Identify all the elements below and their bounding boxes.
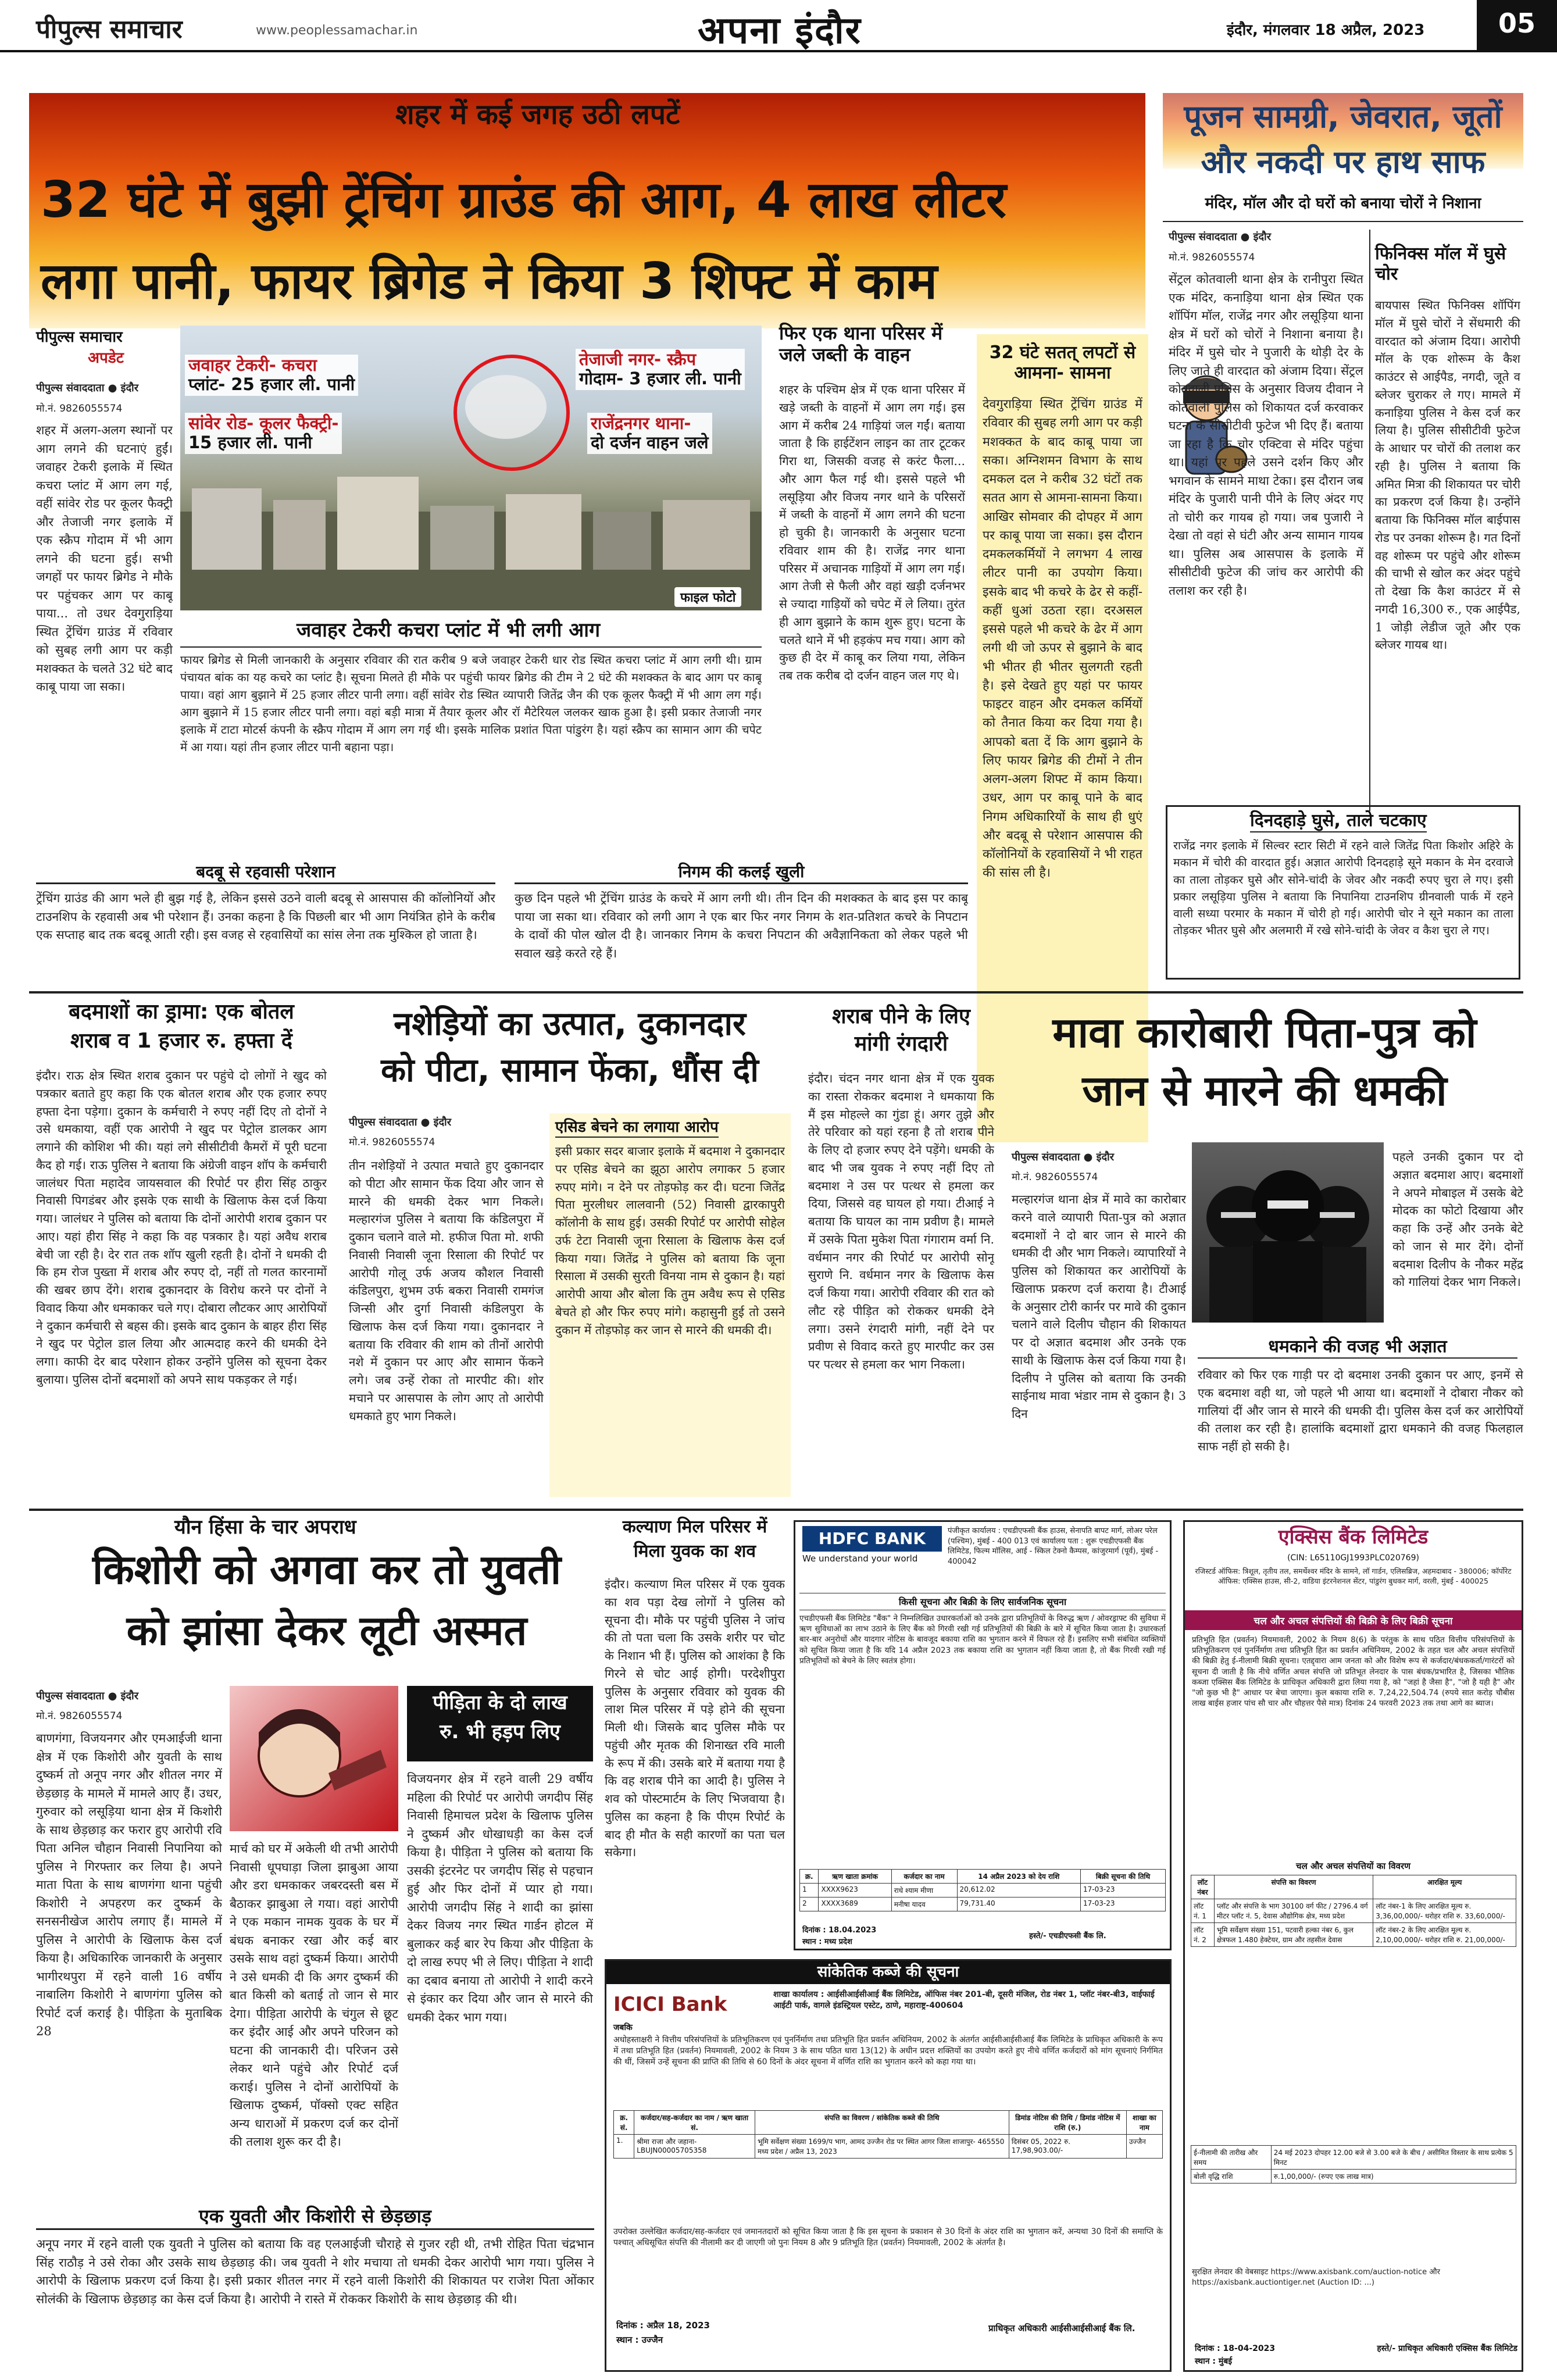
- axis-auction-cell: ई-नीलामी की तारीख और समय: [1191, 2146, 1272, 2170]
- axis-address: रजिस्टर्ड ऑफिस: त्रिशूल, तृतीय तल, समर्थेश्वर मंदिर के सामने, लॉ गार्डन, एलिसब्रिज, अहमदाबाद - 380006; कॉर्पोरेट ऑफिस: एक्सिस हाउस, सी-2, वाडिया इंटरनेशनल सेंटर, पांडुरंग बुधकर मार्ग, वरली, मुंबई - 400025: [1195, 1567, 1512, 1585]
- mawa-headline-1: मावा कारोबारी पिता-पुत्र को: [1052, 1008, 1477, 1057]
- icici-table-header-1: कर्जदार/सह-कर्जदार का नाम / ऋण खाता सं.: [634, 2111, 755, 2135]
- mawa-byline: पीपुल्स संवाददाता ● इंदौर: [1012, 1151, 1115, 1163]
- update-label: अपडेट: [88, 349, 124, 367]
- kalyan-headline-2: मिला युवक का शव: [633, 1541, 756, 1561]
- photo-label-r1-b: गोदाम- 3 हजार ली. पानी: [579, 369, 741, 389]
- update-tag: [36, 326, 176, 367]
- hdfc-table-cell: XXXX9623: [819, 1884, 891, 1897]
- hdfc-table-cell: मनीषा यादव: [891, 1897, 957, 1911]
- axis-schedule-title: चल और अचल संपत्तियों का विवरण: [1296, 1861, 1410, 1871]
- axis-auction-row: [1191, 2146, 1516, 2170]
- kalyan-headline-1: कल्याण मिल परिसर में: [622, 1517, 767, 1537]
- axis-table-cell: प्लॉट और संपत्ति के भाग 30100 वर्ग फीट / 2796.4 वर्ग मीटर प्लॉट नं. 5, देवास औद्योगिक क्षेत्र, मध्य प्रदेश: [1214, 1899, 1373, 1923]
- nashed-body: तीन नशेड़ियों ने उत्पात मचाते हुए दुकानदार को पीटा और सामान फेंक दिया और जान से मारने की धमकी देकर भाग निकले। मल्हारगंज पुलिस ने बताया कि कंडिलपुरा में दुकान चलाने वाले मो. हफीज पिता मो. शफी निवासी निवासी जूना रिसाला की रिपोर्ट पर आरोपी गोलू उर्फ अजय कौशल निवासी कंडिलपुरा, शुभम उर्फ बकरा निवासी रामगंज जिन्सी और दुर्गा निवासी कंडिलपुरा के खिलाफ केस दर्ज किया गया। दुकानदार ने बताया कि रविवार की शाम को तीनों आरोपी नशे में दुकान पर आए और सामान फेंकने लगे। जब उन्हें रोका तो मारपीट की। शोर मचाने पर आसपास के लोग आए तो आरोपी धमकाते हुए भाग निकले।: [349, 1159, 544, 1423]
- caption-rule: [180, 646, 762, 648]
- icici-table-cell: भूमि सर्वेक्षण संख्या 1699/प भाग, आमद उज्जैन रोड पर स्थित आगर जिला शाजापुर- 465550 मध्य प्रदेश / अप्रैल 13, 2023: [755, 2135, 1009, 2159]
- photo-label-l1-a: जवाहर टेकरी- कचरा: [188, 355, 317, 375]
- puja-rule: [1163, 221, 1523, 222]
- pidita-headline-1: पीड़िता के दो लाख: [433, 1691, 567, 1714]
- nashed-headline-2: को पीटा, सामान फेंका, धौंस दी: [381, 1052, 759, 1089]
- lead-headline-1: 32 घंटे में बुझी ट्रेंचिंग ग्राउंड की आग, 4 लाख लीटर: [41, 171, 1006, 229]
- hdfc-table-cell: 17-03-23: [1081, 1897, 1166, 1911]
- nashed-mobile: मो.नं. 9826055574: [349, 1137, 435, 1148]
- page-number: 05: [1477, 0, 1557, 50]
- drama-headline-1: बदमाशों का ड्रामा: एक बोतल: [69, 1000, 294, 1024]
- hdfc-table-header-0: क्र.: [800, 1870, 819, 1884]
- photo-label-l2: [185, 413, 342, 454]
- mawa-reason-headline: धमकाने की वजह भी अज्ञात: [1198, 1337, 1517, 1359]
- icici-sign: प्राधिकृत अधिकारी आईसीआईसीआई बैंक लि.: [988, 2323, 1135, 2333]
- pidita-headline-2: रु. भी हड़प लिए: [440, 1720, 560, 1743]
- mawa-body-right: पहले उनकी दुकान पर दो अज्ञात बदमाश आए। बदमाशों ने अपने मोबाइल में उसके बेटे मोदक का फोटो दिखाया और कहा कि उन्हें और उनके बेटे को जान से मार देंगे। दोनों बदमाश दिलीप के नौकर महेंद्र को गालियां देकर भाग निकले।: [1392, 1150, 1523, 1289]
- fire-highlight-circle: [453, 355, 570, 471]
- victim-illustration: [230, 1686, 398, 1831]
- stink-body: ट्रेंचिंग ग्राउंड की आग भले ही बुझ गई है, लेकिन इससे उठने वाली बदबू से आसपास की कॉलोनियों और टाउनशिप के रहवासी अब भी परेशान हैं। उनका कहना है कि पिछली बार भी आग नियंत्रित होने के करीब एक सप्ताह बाद तक बदबू आती रही। इस वजह से रहवासियों का सांस लेना तक मुश्किल हो जाता है।: [36, 891, 495, 942]
- sharab-headline-1: शराब पीने के लिए: [832, 1005, 970, 1028]
- photo-label-r2-b: दो दर्जन वाहन जले: [591, 433, 709, 453]
- icici-table-cell: उज्जैन: [1126, 2135, 1162, 2159]
- hdfc-table-cell: 79,731.40: [957, 1897, 1081, 1911]
- axis-sign: हस्ते/- प्राधिकृत अधिकारी एक्सिस बैंक लिमिटेड: [1377, 2344, 1517, 2353]
- issue-date: इंदौर, मंगलवार 18 अप्रैल, 2023: [1227, 22, 1425, 39]
- photo-body: फायर ब्रिगेड से मिली जानकारी के अनुसार रविवार की रात करीब 9 बजे जवाहर टेकरी धार रोड स्थित कचरा प्लांट में आग लगी थी। ग्राम पंचायत बांक का यह कचरे का प्लांट है। सूचना मिलते ही मौके पर पहुंची फायर ब्रिगेड की टीम ने 2 घंटे की मशक्कत के बाद आग पर काबू पाया। वहां आग बुझाने में 25 हजार लीटर पानी लगा। वहीं सांवेर रोड स्थित व्यापारी जितेंद्र जैन की एक कूलर फैक्ट्री में भी आग लग गई। आग बुझाने में 15 हजार लीटर पानी लगा। वहां बड़ी मात्रा में तैयार कूलर और रॉ मैटेरियल जलकर खाक हुआ है। इसी प्रकार तेजाजी नगर इलाके में टाटा मोटर्स कंपनी के स्क्रैप गोदाम में आग लग गई थी। इसके मालिक प्रशांत पिता पांडुरंग है। यहां स्क्रैप का सामान आग की चपेट में आ गया। यहां तीन हजार लीटर पानी बहाना पड़ा।: [180, 653, 762, 754]
- axis-table-cell: लॉट नंबर-1 के लिए आरक्षित मूल्य रु. 3,36,00,000/- धरोहर राशि रु. 33,60,000/-: [1373, 1899, 1516, 1923]
- lead-body: शहर में अलग-अलग स्थानों पर आग लगने की घटनाएं हुईं। जवाहर टेकरी इलाके में स्थित कचरा प्लांट में आग लग गई, वहीं सांवेर रोड पर कूलर फैक्ट्री और तेजाजी नगर इलाके में एक स्क्रैप गोदाम में भी आग लगने की घटना हुई। सभी जगहों पर फायर ब्रिगेड ने मौके पर पहुंचकर आग पर काबू पाया... तो उधर देवगुराड़िया स्थित ट्रेंचिंग ग्राउंड में रविवार को सुबह लगी आग पर कड़ी मशक्कत के चलते 32 घंटे बाद काबू पाया जा सका।: [36, 423, 173, 694]
- section-divider-1: [29, 991, 1523, 994]
- yaun-body-2: मार्च को घर में अकेली थी तभी आरोपी निवासी धूपघाड़ा जिला झाबुआ आया और डरा धमकाकर जबरदस्ती बस में बैठाकर झाबुआ ले गया। वहां आरोपी ने एक मकान नामक युवक के घर में बंधक बनाकर रखा और कई बार उसके साथ वहां दुष्कर्म किया। आरोपी ने उसे धमकी दी कि अगर दुष्कर्म की बात किसी को बताई तो जान से मार देगा। पीड़िता आरोपी के चंगुल से छूट कर इंदौर आई और अपने परिजन को घटना की जानकारी दी। परिजन उसे लेकर थाने पहुंचे और रिपोर्ट दर्ज कराई। पुलिस ने दोनों आरोपियों के खिलाफ दुष्कर्म, पॉक्सो एक्ट सहित अन्य धाराओं में प्रकरण दर्ज कर दोनों की तलाश शुरू कर दी है।: [230, 1842, 398, 2149]
- icici-footer: उपरोक्त उल्लेखित कर्जदार/सह-कर्जदार एवं जमानतदारों को सूचित किया जाता है कि इस सूचना के प्रकाशन से 30 दिनों के अंदर राशि का भुगतान करें, अन्यथा 30 दिनों की समाप्ति के पश्चात् अधिसूचित संपत्ति की नीलामी कर दी जाएगी जो पुनः नियम 8 और 9 प्रतिभूति हित (प्रवर्तन) नियमावली, 2002 के अंतर्गत है।: [613, 2227, 1163, 2247]
- nashed-byline: पीपुल्स संवाददाता ● इंदौर: [349, 1116, 452, 1128]
- hdfc-table-header-1: ऋण खाता क्रमांक: [819, 1870, 891, 1884]
- axis-table-header-1: संपत्ति का विवरण: [1214, 1875, 1373, 1899]
- photo-label-r2: [587, 413, 712, 454]
- hdfc-logo: HDFC BANK: [802, 1526, 942, 1552]
- axis-auction-cell: 24 मई 2023 दोपहर 12.00 बजे से 3.00 बजे के बीच / असीमित विस्तार के साथ प्रत्येक 5 मिनट: [1271, 2146, 1516, 2170]
- vehicles-headline: फिर एक थाना परिसर में जले जब्ती के वाहन: [779, 322, 943, 366]
- daylight-headline: दिनदहाड़े घुसे, ताले चटकाए: [1250, 811, 1427, 832]
- puja-headline-2: और नकदी पर हाथ साफ: [1201, 144, 1485, 180]
- icici-date: दिनांक : अप्रैल 18, 2023: [616, 2320, 710, 2331]
- photo-caption: जवाहर टेकरी कचरा प्लांट में भी लगी आग: [297, 619, 601, 642]
- yaun-mobile: मो.नं. 9826055574: [36, 1710, 123, 1722]
- icici-table-header-2: संपत्ति का विवरण / सांकेतिक कब्जे की तिथि: [755, 2111, 1009, 2135]
- photo-label-r1: [576, 349, 745, 390]
- axis-title: एक्सिस बैंक लिमिटेड: [1278, 1525, 1429, 1549]
- icici-table-wrap: [613, 2110, 1163, 2159]
- nigam-body: कुछ दिन पहले भी ट्रेंचिंग ग्राउंड के कचरे में आग लगी थी। तीन दिन की मशक्कत के बाद इस पर काबू पाया जा सका था। रविवार को लगी आग ने एक बार फिर नगर निगम के शत-प्रतिशत कचरे के निपटान के दावों की पोल खोल दी है। जानकार निगम के कचरा निपटान की अवैज्ञानिकता को लेकर पहले भी सवाल खड़े करते रहे हैं।: [515, 891, 968, 960]
- axis-table: [1191, 1875, 1516, 1947]
- mawa-reason-body: रविवार को फिर एक गाड़ी पर दो बदमाश उनकी दुकान पर आए, इनमें से एक बदमाश वही था, जो पहले भी आया था। बदमाशों ने दोबारा नौकर को गालियां दीं और जान से मारने की धमकी दी। पुलिस केस दर्ज कर आरोपियों की तलाश कर रही है। हालांकि बदमाशों द्वारा धमकाने की वजह फिलहाल साफ नहीं हो सकी है।: [1198, 1368, 1523, 1453]
- phoenix-body: बायपास स्थित फिनिक्स शॉपिंग मॉल में घुसे चोरों ने सेंधमारी की वारदात को अंजाम दिया। आरोपी मॉल के एक शोरूम के कैश काउंटर से आईपैड, नगदी, जूते व ब्लेजर चुराकर ले गए। मामले में कनाड़िया पुलिस ने केस दर्ज कर लिया है। पुलिस सीसीटीवी फुटेज के आधार पर चोरों की तलाश कर रही है। पुलिस ने बताया कि अमित मित्रा की शिकायत पर चोरी का प्रकरण दर्ज किया है। उन्होंने बताया कि फिनिक्स मॉल बाईपास रोड पर उनका शोरूम है। गत दिनों वह शोरूम पर पहुंचे और शोरूम की चाभी से खोल कर अंदर पहुंचे तो देखा कि कैश काउंटर में से नगदी 16,300 रु., एक आईपैड, 1 जोड़ी लेडीज जूते और एक ब्लेजर गायब था।: [1375, 298, 1520, 652]
- yaun-kicker: यौन हिंसा के चार अपराध: [174, 1516, 356, 1539]
- axis-table-wrap: [1191, 1875, 1516, 1947]
- masked-men-photo: [1192, 1142, 1384, 1323]
- axis-table-header-2: आरक्षित मूल्य: [1373, 1875, 1516, 1899]
- yaun-body-3: विजयनगर क्षेत्र में रहने वाली 29 वर्षीय महिला की रिपोर्ट पर आरोपी जगदीप सिंह निवासी हिमाचल प्रदेश के खिलाफ पुलिस ने दुष्कर्म और धोखाधड़ी का केस दर्ज किया है। पीड़िता ने पुलिस को बताया कि उसकी इंटरनेट पर जगदीप सिंह से पहचान हुई और फिर दोनों में प्यार हो गया। आरोपी जगदीप सिंह ने शादी का झांसा देकर विजय नगर स्थित गार्डन होटल में बुलाकर कई बार रेप किया और पीड़िता के दो लाख रुपए भी ले लिए। पीड़िता ने शादी का दबाव बनाया तो आरोपी ने शादी करने से इंकार कर दिया और जान से मारने की धमकी देकर भाग गया।: [407, 1772, 593, 2024]
- icici-whereas: जबकि: [613, 2023, 633, 2032]
- acid-headline: एसिड बेचने का लगाया आरोप: [555, 1119, 719, 1138]
- trench-body: देवगुराड़िया स्थित ट्रेंचिंग ग्राउंड में रविवार की सुबह लगी आग पर कड़ी मशक्कत के बाद काबू पाया जा सका। अग्निशमन विभाग के साथ दमकल दल ने करीब 32 घंटों तक सतत आग से आमना-सामना किया। आखिर सोमवार की दोपहर में आग पर काबू पाया जा सका। इस दौरान दमकलकर्मियों ने लगभग 4 लाख लीटर पानी का उपयोग किया। इसके बाद भी कचरे के ढेर से कहीं-कहीं धुआं उठता रहा। दरअसल इससे पहले भी कचरे के ढेर में आग लगी थी जो ऊपर से बुझाने के बाद भी भीतर ही भीतर सुलगती रहती है। इसे देखते हुए यहां पर फायर फाइटर वाहन और दमकल कर्मियों को तैनात किया कर दिया गया है। आपको बता दें कि आग बुझाने के लिए फायर ब्रिगेड की टीमों ने तीन अलग-अलग शिफ्ट में काम किया। उधर, आग पर काबू पाने के बाद निगम अधिकारियों के साथ ही धुएं और बदबू से परेशान आसपास की कॉलोनियों के रहवासियों ने भी राहत की सांस ली है।: [983, 397, 1142, 881]
- icici-table-header-3: डिमांड नोटिस की तिथि / डिमांड नोटिस में राशि (रु.): [1009, 2111, 1126, 2135]
- icici-table: [613, 2110, 1163, 2159]
- hdfc-table-cell: 1: [800, 1884, 819, 1897]
- hdfc-table: [799, 1869, 1166, 1911]
- icici-table-cell: दिसंबर 05, 2022 रु. 17,98,903.00/-: [1009, 2135, 1126, 2159]
- axis-table-cell: लॉट नं. 2: [1191, 1923, 1215, 1947]
- axis-table-row: [1191, 1923, 1516, 1947]
- yaun-headline-1: किशोरी को अगवा कर तो युवती: [92, 1546, 562, 1593]
- hdfc-date: दिनांक : 18.04.2023: [802, 1926, 877, 1935]
- photo-label-r1-a: तेजाजी नगर- स्क्रैप: [579, 349, 697, 369]
- icici-logo: ICICI Bank: [613, 1993, 727, 2016]
- vehicles-body: शहर के पश्चिम क्षेत्र में एक थाना परिसर में खड़े जब्ती के वाहनों में आग लग गई। इस आग में करीब 24 गाड़ियां जल गईं। बताया जाता है कि हाईटेंशन लाइन का तार टूटकर गिरा था, जिसकी वजह से करंट फैला... और आग फैल गई थी। इससे पहले भी लसूड़िया और विजय नगर थाने के परिसरों में जब्ती के वाहनों में आग लगने की घटना हो चुकी है। जानकारी के अनुसार घटना रविवार शाम की है। राजेंद्र नगर थाना परिसर में अचानक गाड़ियों में आग लग गई। आग तेजी से फैली और वहां खड़ी दर्जनभर से ज्यादा गाड़ियों को चपेट में ले लिया। तुरंत ही आग बुझाने के काम शुरू हुए। घटना के चलते थाने में भी हड़कंप मच गया। आग को कुछ ही देर में काबू कर लिया गया, लेकिन तब तक करीब दो दर्जन वाहन जल गए थे।: [779, 383, 965, 682]
- axis-table-cell: लॉट नं. 1: [1191, 1899, 1215, 1923]
- hdfc-table-header-2: कर्जदार का नाम: [891, 1870, 957, 1884]
- axis-auction-table: [1191, 2145, 1516, 2184]
- axis-table-header-0: लॉट नंबर: [1191, 1875, 1215, 1899]
- axis-table-cell: लॉट नंबर-2 के लिए आरक्षित मूल्य रु. 2,10,00,000/- धरोहर राशि रु. 21,00,000/-: [1373, 1923, 1516, 1947]
- yaun-body-1: बाणगंगा, विजयनगर और एमआईजी थाना क्षेत्र में एक किशोरी और युवती के साथ दुष्कर्म तो अनूप नगर और शीतल नगर में छेड़छाड़ के मामले में मामले आए हैं। उधर, गुरुवार को लसूड़िया थाना क्षेत्र में किशोरी के साथ छेड़छाड़ कर फरार हुए आरोपी रवि पिता अनिल चौहान निवासी निपानिया को पुलिस ने गिरफ्तार कर लिया है। अपने माता पिता के साथ बाणगंगा थाना पहुंची किशोरी ने अपहरण कर दुष्कर्म के सनसनीखेज आरोप लगाए हैं। मामले में पुलिस ने आरोपी के खिलाफ केस दर्ज किया है। अधिकारिक जानकारी के अनुसार भागीरथपुरा में रहने वाली 16 वर्षीय नाबालिग किशोरी ने बाणगंगा पुलिस को रिपोर्ट दर्ज कराई है। पीड़िता के मुताबिक 28: [36, 1731, 222, 2038]
- puja-mobile: मो.नं. 9826055574: [1169, 252, 1255, 263]
- axis-date: दिनांक : 18-04-2023: [1195, 2344, 1276, 2353]
- hdfc-title: किसी सूचना और बिक्री के लिए सार्वजनिक सूचना: [799, 1593, 1166, 1610]
- hdfc-table-header-3: 14 अप्रैल 2023 को देय राशि: [957, 1870, 1081, 1884]
- icici-branch: शाखा कार्यालय : आईसीआईसीआई बैंक लिमिटेड, ऑफिस नंबर 201-बी, दूसरी मंजिल, रोड नंबर 1, प्लॉट नंबर-बी3, वाईफाई आईटी पार्क, वागले इंडस्ट्रियल एस्टेट, ठाणे, महाराष्ट्र-400604: [773, 1990, 1155, 2010]
- icici-body: अधोहस्ताक्षरी ने वित्तीय परिसंपत्तियों के प्रतिभूतिकरण एवं पुनर्निर्माण तथा प्रतिभूति हित प्रवर्तन अधिनियम, 2002 के अंतर्गत आईसीआईसीआई बैंक लिमिटेड के प्राधिकृत अधिकारी के रूप में तथा प्रतिभूति हित (प्रवर्तन) नियमावली, 2002 के नियम 3 के साथ पठित धारा 13(12) के अधीन प्रदत्त शक्तियों का उपयोग करते हुए नीचे वर्णित कर्जदारों को मांग सूचनाएं निर्गमित की थीं, जिसमें उन्हें सूचना की प्राप्ति की तिथि से 60 दिनों के अंदर सूचना में वर्णित राशि का भुगतान करने को कहा गया था।: [613, 2035, 1163, 2067]
- hdfc-table-cell: राधे श्याम मीणा: [891, 1884, 957, 1897]
- hdfc-table-row: [800, 1884, 1166, 1897]
- axis-table-row: [1191, 1899, 1516, 1923]
- puja-col-rule: [1369, 230, 1370, 811]
- hdfc-table-cell: 20,612.02: [957, 1884, 1081, 1897]
- drama-body: इंदौर। राऊ क्षेत्र स्थित शराब दुकान पर पहुंचे दो लोगों ने खुद को पत्रकार बताते हुए कहा कि एक बोतल शराब और एक हजार रुपए हफ्ता देना पड़ेगा। दुकान के कर्मचारी ने रुपए नहीं दिए तो दोनों ने उसे धमकाया, वहीं एक आरोपी ने खुद पर पेट्रोल डालकर आग लगाने की कोशिश भी की। यहां लगे सीसीटीवी कैमरों में पूरी घटना कैद हो गई। राऊ पुलिस ने बताया कि अंग्रेजी वाइन शॉप के कर्मचारी जालंधर पिता महादेव जायसवाल की रिपोर्ट पर हीरा सिंह ठाकुर निवासी पिगडंबर और इसके एक साथी के खिलाफ केस दर्ज किया गया। जालंधर ने पुलिस को बताया कि दोनों आरोपी शराब दुकान पर आए। यहां हीरा सिंह ने कहा कि वह पत्रकार है। यहां अवैध शराब बेची जा रही है। देर रात तक शॉप खुली रहती है। दोनों ने धमकी दी कि हम रोज पुख्ता में शराब और रुपए दो, नहीं तो गलत कारनामों की खबर छाप देंगे। शराब दुकानदार के विरोध करने पर दोनों ने विवाद किया और धमकाकर चले गए। दोबारा लौटकर आए आरोपियों ने दुकान कर्मचारी से बहस की। इसके बाद दुकान के बाहर हीरा सिंह ने खुद पर पेट्रोल डाल लिया और आत्मदाह करने की धमकी देने लगा। काफी देर बाद परेशान होकर उन्होंने पुलिस को सूचना देकर बुलाया। पुलिस दोनों बदमाशों को अपने साथ पकड़कर ले गई।: [36, 1069, 327, 1386]
- kalyan-body: इंदौर। कल्याण मिल परिसर में एक युवक का शव पड़ा देख लोगों ने पुलिस को सूचना दी। मौके पर पहुंची पुलिस ने जांच की तो पता चला कि उसके शरीर पर चोट के निशान भी हैं। पुलिस को आशंका है कि गिरने से चोट आई होगी। परदेशीपुरा पुलिस के अनुसार रविवार को युवक की लाश मिल परिसर में पड़े होने की सूचना मिली थी। जिसके बाद पुलिस मौके पर पहुंची और मृतक की शिनाख्त रवि माली के रूप में की। उसके बारे में बताया गया है कि वह शराब पीने का आदी है। पुलिस ने शव को पोस्टमार्टम के लिए भिजवाया है। पुलिस का कहना है कि पीएम रिपोर्ट के बाद ही मौत के सही कारणों का पता चल सकेगा।: [605, 1577, 785, 1860]
- axis-cin: (CIN: L65110GJ1993PLC020769): [1287, 1553, 1419, 1563]
- axis-auction-row: [1191, 2170, 1516, 2184]
- nashed-headline-1: नशेड़ियों का उत्पात, दुकानदार: [394, 1005, 746, 1043]
- update-brand: पीपुल्स समाचार: [36, 328, 123, 346]
- icici-table-header-0: क्र. सं.: [614, 2111, 634, 2135]
- photo-label-l2-a: सांवेर रोड- कूलर फैक्ट्री-: [188, 413, 339, 433]
- yaun-byline: पीपुल्स संवाददाता ● इंदौर: [36, 1690, 139, 1702]
- puja-byline: पीपुल्स संवाददाता ● इंदौर: [1169, 231, 1272, 243]
- daylight-body: राजेंद्र नगर इलाके में सिल्वर स्टार सिटी में रहने वाले जितेंद्र पिता किशोर अहिरे के मकान में चोरी की वारदात हुई। अज्ञात आरोपी दिनदहाड़े सूने मकान के मेन दरवाजे का ताला तोड़कर घुसे और सोने-चांदी के जेवर और नकदी रुपए चुरा ले गए। इसी प्रकार लसूड़िया पुलिस ने बताया कि निपानिया टाउनशिप ग्रीनवाली पार्क में रहने वाली सध्या परमार के मकान में चोरी हो गई। आरोपी चोर ने सूने मकान का ताला तोड़कर भीतर घुसे और अलमारी में रखे सोने-चांदी के जेवर व कैश चुरा ले गए।: [1173, 839, 1513, 938]
- hdfc-sign: हस्ते/- एचडीएफसी बैंक लि.: [1029, 1932, 1106, 1941]
- hdfc-table-header-4: बिक्री सूचना की तिथि: [1081, 1870, 1166, 1884]
- puja-headline-1: पूजन सामग्री, जेवरात, जूतों: [1184, 98, 1502, 135]
- axis-place: स्थान : मुंबई: [1195, 2357, 1233, 2366]
- chhed-headline: एक युवती और किशोरी से छेड़छाड़: [36, 2203, 594, 2230]
- axis-body: प्रतिभूति हित (प्रवर्तन) नियमावली, 2002 के नियम 8(6) के परंतुक के साथ पठित वित्तीय परिसंपत्तियों के प्रतिभूतिकरण एवं पुनर्निर्माण तथा प्रतिभूति हित का प्रवर्तन अधिनियम, 2002 के तहत चल और अचल संपत्तियों की बिक्री हेतु ई-नीलामी बिक्री सूचना। एतद्द्वारा आम जनता को और विशेष रूप से कर्जदार/बंधककर्ता/गारंटरों को सूचना दी जाती है कि नीचे वर्णित अचल संपत्ति जो प्रतिभूत लेनदार के पास बंधक/प्रभारित है, जिसका भौतिक कब्जा एक्सिस बैंक लिमिटेड के प्राधिकृत अधिकारी द्वारा लिया गया है, को "जहां है जैसा है", "जो है यही है" और "जो कुछ भी है" आधार पर बेचा जाएगा। कुल बकाया राशि रु. 7,24,22,504.74 (रुपये सात करोड़ चौबीस लाख बाईस हजार पांच सौ चार और चौहत्तर पैसे मात्र) दिनांक 24 फरवरी 2023 तक तथा आगे का ब्याज।: [1192, 1635, 1515, 1709]
- hdfc-tagline: We understand your world: [802, 1553, 918, 1564]
- stink-headline: बदबू से रहवासी परेशान: [36, 860, 495, 884]
- photo-label-l2-b: 15 हजार ली. पानी: [188, 433, 312, 453]
- distressed-woman-icon: [230, 1686, 398, 1831]
- nigam-headline: निगम की कलई खुली: [515, 860, 968, 884]
- hdfc-body: एचडीएफसी बैंक लिमिटेड "बैंक" ने निम्नलिखित उधारकर्ताओं को उनके द्वारा प्रतिभूतियों के विरुद्ध ऋण / ओवरड्राफ्ट की सुविधा में ऋण सुविधाओं का लाभ उठाने के लिए बैंक को गिरवी रखी गई प्रतिभूतियों की बिक्री के बारे में सूचित किया जाता है। उधारकर्ता बार-बार अनुरोधों और यादगार नोटिस के बावजूद बकाया राशि का भुगतान करने में विफल रहे हैं। इसलिए सभी संबंधित व्यक्तियों को सूचित किया जाता है कि यदि 14 अप्रैल 2023 तक बकाया राशि का भुगतान नहीं किया जाता है, तो बैंक गिरवी रखी गई प्रतिभूतियों को बेचने के लिए स्वतंत्र होगा।: [799, 1614, 1166, 1666]
- puja-body: सेंट्रल कोतवाली थाना क्षेत्र के रानीपुरा स्थित एक मंदिर, कनाड़िया थाना क्षेत्र स्थित एक शॉपिंग मॉल, राजेंद्र नगर और लसूड़िया थाना क्षेत्र में घरों को चोरों ने निशाना बनाया है। मंदिर में घुसे चोर ने पुजारी के थोड़ी देर के लिए जाते ही वारदात को अंजाम दिया। सेंट्रल कोतवाली पुलिस के अनुसार विजय दीवान ने कोतवाली पुलिस को शिकायत दर्ज करवाकर घटना के सीसीटीवी फुटेज भी दिए हैं। बताया जा रहा है कि चोर एक्टिवा से मंदिर पहुंचा था। यहां पर पहले उसने दर्शन किए और भगवान के सामने माथा टेका। इस दौरान जब मंदिर के पुजारी पानी पीने के लिए अंदर गए तो चोरी कर गायब हो गया। जब पुजारी ने देखा तो वहां से घंटी और अन्य सामान गायब था। पुलिस अब आसपास के इलाके में सीसीटीवी फुटेज की जांच कर आरोपी की तलाश कर रही है।: [1169, 272, 1363, 598]
- puja-sub: मंदिर, मॉल और दो घरों को बनाया चोरों ने निशाना: [1205, 195, 1481, 212]
- drama-headline-2: शराब व 1 हजार रु. हफ्ता दें: [70, 1029, 292, 1053]
- icici-table-header-4: शाखा का नाम: [1126, 2111, 1162, 2135]
- icici-table-row: [614, 2135, 1163, 2159]
- acid-body: इसी प्रकार सदर बाजार इलाके में बदमाश ने दुकानदार पर एसिड बेचने का झूठा आरोप लगाकर 5 हजार रुपए मांगे। न देने पर तोड़फोड़ कर दी। घटना जितेंद्र पिता मुरलीधर लालवानी (52) निवासी द्वारकापुरी कॉलोनी के साथ हुई। उसकी रिपोर्ट पर आरोपी सोहेल उर्फ टेटा निवासी जूना रिसाला के खिलाफ केस दर्ज किया गया। जितेंद्र ने पुलिस को बताया कि जूना रिसाला में उसकी सुरती विनया नाम से दुकान है। यहां आरोपी आया और बोला कि तुम अवैध रूप से एसिड बेचते हो और फिर रुपए मांगे। कहासुनी हुई तो उसने दुकान में तोड़फोड़ कर जान से मारने की धमकी दी।: [555, 1144, 785, 1337]
- hdfc-table-wrap: [799, 1869, 1166, 1911]
- mawa-body-left: मल्हारगंज थाना क्षेत्र में मावे का कारोबार करने वाले व्यापारी पिता-पुत्र को अज्ञात बदमाशों ने दो बार जान से मारने की धमकी दी और भाग निकले। व्यापारियों ने पुलिस को शिकायत कर आरोपियों के खिलाफ प्रकरण दर्ज कराया है। टीआई के अनुसार टोरी कार्नर पर मावे की दुकान चलाने वाले दिलीप चौहान की शिकायत पर दो अज्ञात बदमाश और उनके एक साथी के खिलाफ केस दर्ज किया गया है। दिलीप ने पुलिस को बताया कि उनकी साईनाथ मावा भंडार नाम से दुकान है। 3 दिन: [1012, 1192, 1186, 1421]
- mawa-headline-2: जान से मारने की धमकी: [1082, 1066, 1447, 1115]
- chhed-body: अनूप नगर में रहने वाली एक युवती ने पुलिस को बताया कि वह एलआईजी चौराहे से गुजर रही थी, तभी रोहित पिता चंद्रभान सिंह राठौड़ ने उसे रोका और उसके साथ छेड़छाड़ की। जब युवती ने शोर मचाया तो धमकी देकर आरोपी भाग गया। पुलिस ने आरोपी के खिलाफ प्रकरण दर्ज किया है। इसी प्रकार शीतल नगर में रहने वाली किशोरी की शिकायत पर राजेश पिता ओंकार सोलंकी के खिलाफ छेड़छाड़ का केस दर्ज किया है। आरोपी ने रास्ते में रोककर किशोरी के साथ छेड़छाड़ की थी।: [36, 2237, 594, 2306]
- lead-byline: पीपुल्स संवाददाता ● इंदौर: [36, 382, 139, 394]
- icici-table-cell: श्रीमा राजा और जहाना- LBUJN00005705358: [634, 2135, 755, 2159]
- hdfc-table-cell: 2: [800, 1897, 819, 1911]
- photo-label-l1: [185, 355, 358, 396]
- trench-headline: 32 घंटे सतत् लपटों से आमना- सामना: [989, 342, 1136, 383]
- section-divider-2: [29, 1509, 1523, 1511]
- sharab-body: इंदौर। चंदन नगर थाना क्षेत्र में एक युवक का रास्ता रोककर बदमाश ने धमकाया कि मैं इस मोहल्ले का गुंडा हूं। अगर तुझे और तेरे परिवार को यहां रहना है तो शराब पीने के लिए दो हजार रुपए देने पड़ेंगे। धमकी के बाद भी जब युवक ने रुपए नहीं दिए तो बदमाश ने उस पर पत्थर से हमला कर दिया, जिससे वह घायल हो गया। टीआई ने बताया कि घायल का नाम प्रवीण है। मामले में उसके पिता मुकेश पिता गंगाराम वर्मा नि. वर्धमान नगर की रिपोर्ट पर आरोपी सोनू सुराणे नि. वर्धमान नगर के खिलाफ केस दर्ज किया गया। आरोपी रविवार की रात को लौट रहे पीड़ित को रोककर धमकी देने लगा। उसने रंगदारी मांगी, नहीं देने पर प्रवीण से विवाद करते हुए मारपीट कर उस पर पत्थर से हमला कर भाग निकला।: [808, 1071, 994, 1371]
- axis-auction-cell: रु.1,00,000/- (रुपए एक लाख मात्र): [1271, 2170, 1516, 2184]
- masthead: [0, 0, 1557, 52]
- axis-website-note: सुरक्षित लेनदार की वेबसाइट https://www.axisbank.com/auction-notice और https://axisbank.auctiontiger.net (Auction ID: ...): [1192, 2268, 1440, 2287]
- lead-mobile: मो.नं. 9826055574: [36, 403, 123, 414]
- axis-auction-cell: बोली वृद्धि राशि: [1191, 2170, 1272, 2184]
- axis-table-cell: भूमि सर्वेक्षण संख्या 151, पटवारी हल्का नंबर 6, कुल क्षेत्रफल 1.480 हेक्टेयर, ग्राम और तहसील देवास: [1214, 1923, 1373, 1947]
- photo-label-l1-b: प्लांट- 25 हजार ली. पानी: [188, 374, 355, 395]
- yaun-headline-2: को झांसा देकर लूटी अस्मत: [126, 1607, 527, 1654]
- hdfc-table-cell: 17-03-23: [1081, 1884, 1166, 1897]
- masked-figures-illustration: [1192, 1142, 1384, 1323]
- lead-headline-2: लगा पानी, फायर ब्रिगेड ने किया 3 शिफ्ट में काम: [41, 252, 938, 310]
- phoenix-headline: फिनिक्स मॉल में घुसे चोर: [1375, 244, 1506, 284]
- mawa-mobile: मो.नं. 9826055574: [1012, 1171, 1098, 1183]
- photo-file-label: फाइल फोटो: [674, 587, 741, 607]
- icici-table-cell: 1.: [614, 2135, 634, 2159]
- section-title: अपना इंदौर: [698, 9, 862, 52]
- hdfc-table-cell: XXXX3689: [819, 1897, 891, 1911]
- photo-label-r2-a: राजेंद्रनगर थाना-: [591, 413, 691, 433]
- hdfc-office: पंजीकृत कार्यालय : एचडीएफसी बैंक हाउस, सेनापति बापट मार्ग, लोअर परेल (पश्चिम), मुंबई - 400 013 एवं कार्यालय पता : शुरू एचडीएफसी बैंक लिमिटेड, फिल्म मॉलिस, आई - स्किल टेक्नो कैम्पस, कांजुरमार्ग (पूर्व), मुंबई - 400042: [948, 1527, 1159, 1566]
- hdfc-place: स्थान : मध्य प्रदेश: [802, 1938, 852, 1946]
- hdfc-table-row: [800, 1897, 1166, 1911]
- axis-notice-title: चल और अचल संपत्तियों की बिक्री के लिए बिक्री सूचना: [1254, 1616, 1453, 1627]
- sharab-headline-2: मांगी रंगदारी: [854, 1032, 948, 1056]
- icici-section-title: सांकेतिक कब्जे की सूचना: [817, 1963, 959, 1981]
- lead-kicker: शहर में कई जगह उठी लपटें: [395, 98, 680, 131]
- website-link[interactable]: www.peoplessamachar.in: [256, 23, 418, 38]
- brand-logo: पीपुल्स समाचार: [36, 15, 183, 44]
- icici-place: स्थान : उज्जैन: [616, 2335, 663, 2345]
- axis-auction-wrap: [1191, 2145, 1516, 2184]
